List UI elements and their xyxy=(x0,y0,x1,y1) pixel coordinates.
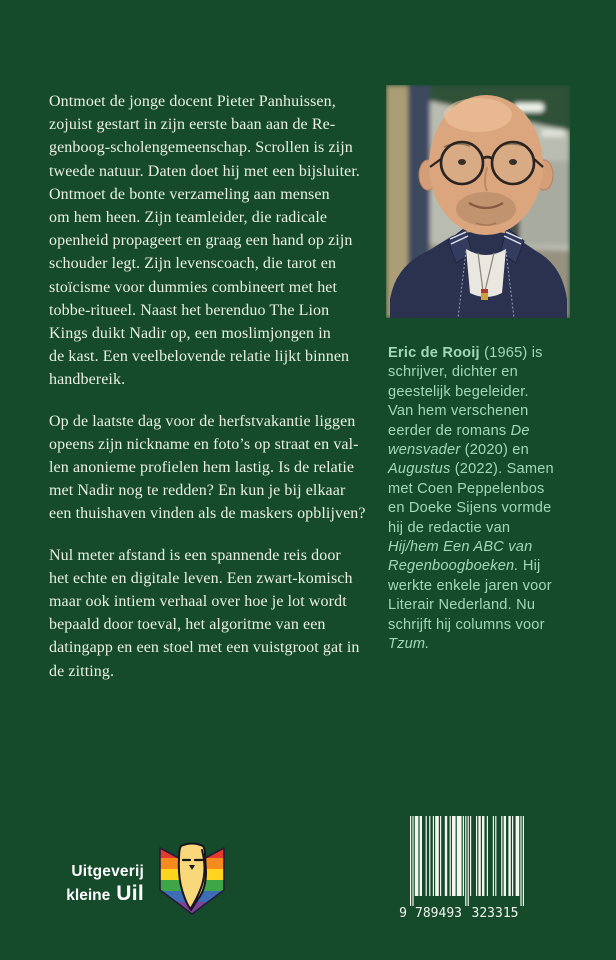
synopsis-line: om hem heen. Zijn teamleider, die radicale xyxy=(49,209,328,227)
barcode-bar xyxy=(478,816,480,896)
synopsis-line: Ontmoet de jonge docent Pieter Panhuissen, xyxy=(49,93,336,110)
barcode-bar xyxy=(429,816,430,896)
barcode-bar xyxy=(450,816,451,896)
bio-line xyxy=(388,344,583,363)
barcode-bar xyxy=(508,816,510,896)
synopsis-line: Nul meter afstand is een spannende reis door xyxy=(49,546,341,564)
barcode-bar xyxy=(433,816,434,896)
barcode-bar xyxy=(504,816,506,896)
synopsis-line: een thuishaven vinden als de maskers opblijven? xyxy=(49,505,366,523)
barcode-bar xyxy=(445,816,447,896)
barcode-bar xyxy=(520,816,521,906)
barcode-bar xyxy=(487,816,488,896)
publisher-logo-text xyxy=(52,864,144,904)
synopsis-line: de zitting. xyxy=(49,662,115,680)
synopsis-line: bepaald door toeval, het algoritme van een xyxy=(49,616,326,634)
synopsis-line: zojuist gestart in zijn eerste baan aan de Re- xyxy=(49,116,336,134)
barcode-bar xyxy=(501,816,502,896)
synopsis-line: met Nadir nog te redden? En kun je bij elkaar xyxy=(49,482,346,500)
synopsis-line: opeens zijn nickname en foto’s op straat en val- xyxy=(49,435,359,453)
synopsis-line: len anonieme profielen hem lastig. Is de relatie xyxy=(49,459,355,477)
bio-line xyxy=(388,422,583,441)
publisher-name-line1: Uitgeverij xyxy=(71,863,144,880)
barcode-bar xyxy=(426,816,427,896)
synopsis-paragraph xyxy=(49,544,379,683)
barcode-bar xyxy=(410,816,411,906)
synopsis-line: tobbe-ritueel. Naast het berenduo The Lion xyxy=(49,301,330,319)
bio-line xyxy=(388,596,583,615)
barcode-bar xyxy=(465,816,466,906)
synopsis-line: openheid propageert en graag een hand op zijn xyxy=(49,232,353,250)
bio-text-segment: (2020) en xyxy=(460,442,529,459)
bio-line xyxy=(388,402,583,421)
synopsis-line: datingapp en een stoel met een vuistgroot gat in xyxy=(49,639,360,657)
bio-text-segment: (2022). Samen xyxy=(450,461,554,478)
bio-text-segment: schrijver, dichter en xyxy=(388,364,518,381)
author-photo-illustration xyxy=(386,85,570,318)
barcode-bar xyxy=(412,816,413,906)
synopsis-line: Op de laatste dag voor de herfstvakantie liggen xyxy=(49,412,356,430)
synopsis-paragraph xyxy=(49,90,379,392)
rainbow-owl-logo-icon xyxy=(158,841,226,917)
barcode-bar xyxy=(516,816,520,896)
barcode-bar xyxy=(457,816,462,896)
publisher-name-uil: Uil xyxy=(116,881,144,905)
publisher-name-kleine: kleine xyxy=(66,886,111,904)
barcode-bar xyxy=(415,816,419,896)
barcode-right-group: 323315 xyxy=(471,906,519,920)
barcode-bar xyxy=(495,816,496,896)
bio-line xyxy=(388,383,583,402)
bio-text-segment: Hij/hem Een ABC van xyxy=(388,539,533,556)
bio-text-segment: De xyxy=(510,422,530,439)
synopsis-line: het echte en digitale leven. Een zwart-komisch xyxy=(49,569,353,587)
barcode-left-group: 789493 xyxy=(415,906,462,920)
bio-text-segment: Literair Nederland. Nu xyxy=(388,597,536,614)
barcode-bar xyxy=(482,816,484,896)
bio-text-segment: Hij xyxy=(518,558,541,575)
barcode-bars xyxy=(410,816,524,906)
synopsis-line: Kings duikt Nadir op, een moslimjongen in xyxy=(49,325,331,343)
bio-line xyxy=(388,635,583,654)
bio-line xyxy=(388,557,583,576)
bio-text-segment: Eric de Rooij xyxy=(388,345,480,361)
synopsis-line: handbereik. xyxy=(49,371,126,389)
synopsis-line: genboog-scholengemeenschap. Scrollen is zijn xyxy=(49,139,353,157)
barcode-bar xyxy=(435,816,439,896)
barcode-bar xyxy=(463,816,464,896)
bio-text-segment: met Coen Peppelenbos xyxy=(388,480,545,497)
bio-line xyxy=(388,616,583,635)
synopsis-line: maar ook intiem verhaal over hoe je lot wordt xyxy=(49,593,347,611)
barcode-bar xyxy=(468,816,469,906)
bio-text-segment: en Doeke Sijens vormde xyxy=(388,500,552,517)
bio-line xyxy=(388,499,583,518)
barcode xyxy=(398,816,530,920)
bio-text-segment: Van hem verschenen xyxy=(388,403,529,420)
barcode-bar xyxy=(440,816,441,896)
bio-line xyxy=(388,538,583,557)
bio-line xyxy=(388,577,583,596)
barcode-bar xyxy=(493,816,494,896)
synopsis-line: Ontmoet de bonte verzameling aan mensen xyxy=(49,185,330,203)
barcode-bar xyxy=(420,816,422,896)
bio-text-segment: werkte enkele jaren voor xyxy=(388,577,552,594)
synopsis-line: stoïcisme voor dummies combineert met het xyxy=(49,278,338,296)
author-bio xyxy=(388,344,583,655)
barcode-bar xyxy=(476,816,477,896)
bio-text-segment: Augustus xyxy=(388,461,451,478)
bio-text-segment: (1965) is xyxy=(479,345,543,361)
bio-text-segment: geestelijk begeleider. xyxy=(388,383,529,400)
author-photo xyxy=(386,85,570,318)
barcode-left-digit: 9 xyxy=(399,906,407,920)
synopsis-text xyxy=(49,90,379,701)
barcode-bar xyxy=(523,816,524,906)
bio-text-segment: hij de redactie van xyxy=(388,519,511,536)
publisher-name-line2 xyxy=(52,883,144,904)
synopsis-line: schouder legt. Zijn levenscoach, die tarot en xyxy=(49,255,337,273)
bio-line xyxy=(388,480,583,499)
bio-line xyxy=(388,363,583,382)
synopsis-line: de kast. Een veelbelovende relatie lijkt binnen xyxy=(49,348,350,366)
bio-text-segment: Regenboogboeken. xyxy=(388,558,519,575)
synopsis-line: tweede natuur. Daten doet hij met een bijsluiter. xyxy=(49,162,361,180)
bio-text-segment: wensvader xyxy=(388,442,461,459)
bio-text-segment: schrijft hij columns voor xyxy=(388,616,545,633)
barcode-bar xyxy=(452,816,456,896)
barcode-bar xyxy=(470,816,471,896)
synopsis-paragraph xyxy=(49,410,379,526)
bio-text-segment: Tzum. xyxy=(388,636,430,653)
bio-line xyxy=(388,441,583,460)
bio-line xyxy=(388,519,583,538)
bio-text-segment: eerder de romans xyxy=(388,422,511,439)
barcode-bar xyxy=(512,816,513,896)
bio-line xyxy=(388,460,583,479)
